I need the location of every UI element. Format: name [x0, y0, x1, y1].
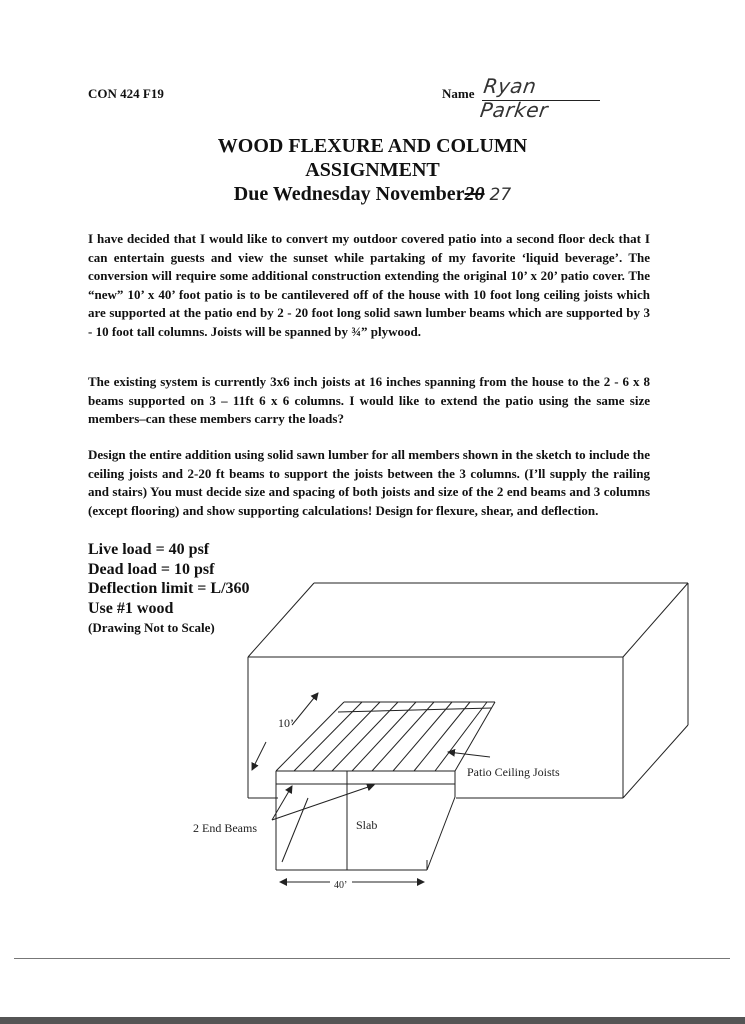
course-code: CON 424 F19: [88, 86, 164, 101]
joist-deck: [276, 702, 495, 771]
due-date-corrected: 27: [489, 185, 512, 205]
paragraph-intro: I have decided that I would like to convert my outdoor covered patio into a second floor deck that I can entertain guests and view the sunset while partaking of my favorite ‘liquid beverage’. The conversion will require some additional construction extending the original 10’ x 20’ patio cover. The “new” 10’ x 40’ foot patio is to be cantilevered off of the house with 10 foot long ceiling joists which are supported at the patio end by 2 - 20 foot long solid sawn lumber beams which are supported by 3 - 10 foot tall columns. Joists will be spanned by ¾” plywood.: [88, 231, 650, 339]
wood-grade: Use #1 wood: [88, 599, 174, 617]
footer-rule: [14, 958, 730, 959]
student-name-handwritten: Ryan Parker: [478, 74, 550, 122]
due-prefix: Due Wednesday November: [233, 183, 465, 205]
paragraph-existing-system: The existing system is currently 3x6 inch joists at 16 inches spanning from the house to the 2 - 6 x 8 beams supported on 3 – 11ft 6 x 6 columns. I would like to extend the patio using the same size members–can these members carry the loads?: [88, 374, 650, 427]
beam-pointer-arrow-1: [272, 786, 292, 820]
paragraph-design-task: Design the entire addition using solid sawn lumber for all members shown in the sketch to include the ceiling joists and 2-20 ft beams to support the joists between the 3 columns. (I’ll supply the railing and stairs) You must decide size and spacing of both joists and size of the 2 end beams and 3 columns (except flooring) and show supporting calculations! Design for flexure, shear, and deflection.: [88, 447, 650, 518]
beam-pointer-arrow-2: [272, 785, 374, 820]
joists-pointer-arrow: [448, 752, 490, 757]
scan-edge: [0, 1017, 745, 1024]
label-end-beams: 2 End Beams: [193, 821, 257, 835]
dim-arrow-10-up: [292, 693, 318, 725]
live-load: Live load = 40 psf: [88, 541, 210, 558]
drawing-note: (Drawing Not to Scale): [88, 620, 215, 635]
name-label: Name: [442, 86, 475, 101]
dim-arrow-10-down: [252, 742, 266, 770]
dead-load: Dead load = 10 psf: [88, 560, 215, 578]
label-patio-ceiling-joists: Patio Ceiling Joists: [467, 765, 560, 779]
assignment-title-line-1: WOOD FLEXURE AND COLUMN: [217, 135, 528, 157]
due-date-struck: 20: [464, 183, 485, 205]
slab-outline: [276, 797, 455, 870]
assignment-title-line-2: ASSIGNMENT: [305, 159, 440, 181]
label-slab: Slab: [356, 818, 378, 832]
deflection-limit: Deflection limit = L/360: [88, 580, 250, 597]
dim-label-40: 40’: [334, 880, 348, 891]
dim-label-10: 10’: [278, 716, 294, 730]
